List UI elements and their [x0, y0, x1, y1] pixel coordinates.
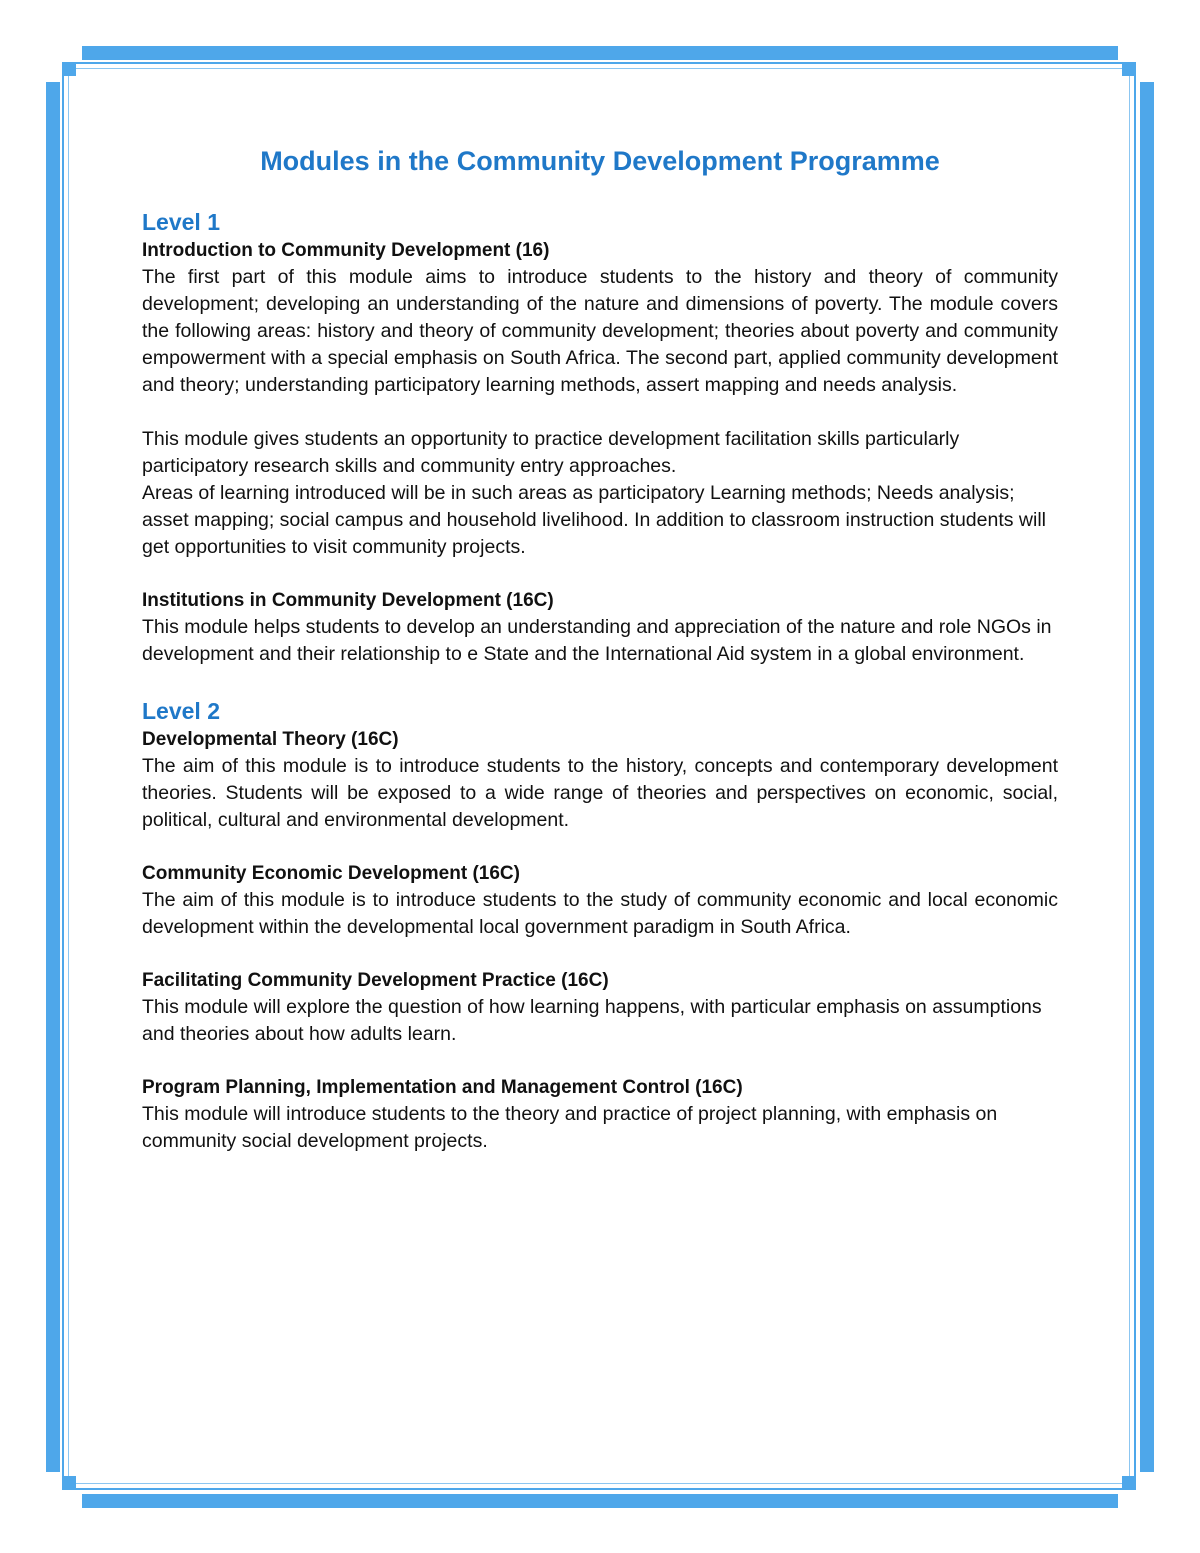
module-description: The aim of this module is to introduce students to the study of community economic and local economic development within the developmental local government paradigm in South Africa.	[142, 889, 1058, 938]
module-title: Introduction to Community Development (16)	[142, 240, 550, 261]
border-left-bar	[46, 82, 60, 1472]
module-title: Community Economic Development (16C)	[142, 863, 520, 884]
module-description: This module will introduce students to the theory and practice of project planning, with emphasis on community social development projects.	[142, 1103, 998, 1152]
module-developmental-theory	[142, 727, 1058, 834]
level-2-section	[142, 695, 1058, 1155]
border-corner-bottom-left	[62, 1476, 76, 1490]
page-title: Modules in the Community Development Programme	[260, 146, 940, 176]
level-heading: Level 2	[142, 698, 220, 724]
module-title: Developmental Theory (16C)	[142, 729, 399, 750]
module-description: Areas of learning introduced will be in such areas as participatory Learning methods; Needs analysis; asset mapping; social campus and household livelihood. In addition to classroom instruction students will get opportunities to visit community projects.	[142, 482, 1046, 558]
module-community-economic-development	[142, 861, 1058, 941]
border-bottom-bar	[82, 1494, 1118, 1508]
document-body	[142, 140, 1058, 1182]
module-description: The first part of this module aims to introduce students to the history and theory of community development; developing an understanding of the nature and dimensions of poverty. The module covers the following areas: history and theory of community development; theories about poverty and community empowerment with a special emphasis on South Africa. The second part, applied community development and theory; understanding participatory learning methods, assert mapping and needs analysis.	[142, 266, 1058, 396]
module-facilitating-community-development-practice	[142, 968, 1058, 1048]
module-introduction-to-community-development	[142, 238, 1058, 561]
module-program-planning-implementation	[142, 1075, 1058, 1155]
border-corner-bottom-right	[1122, 1476, 1136, 1490]
border-right-bar	[1140, 82, 1154, 1472]
module-description: This module gives students an opportunity to practice development facilitation skills particularly participatory research skills and community entry approaches.	[142, 428, 960, 477]
level-1-section	[142, 206, 1058, 668]
border-corner-top-left	[62, 62, 76, 76]
module-description: This module will explore the question of how learning happens, with particular emphasis on assumptions and theories about how adults learn.	[142, 996, 1042, 1045]
module-title: Facilitating Community Development Practice (16C)	[142, 970, 609, 991]
module-description: The aim of this module is to introduce students to the history, concepts and contemporary development theories. Students will be exposed to a wide range of theories and perspectives on economic, social, political, cultural and environmental development.	[142, 755, 1058, 831]
border-corner-top-right	[1122, 62, 1136, 76]
module-title: Program Planning, Implementation and Management Control (16C)	[142, 1077, 743, 1098]
border-top-bar	[82, 46, 1118, 60]
module-title: Institutions in Community Development (16C)	[142, 590, 554, 611]
module-description: This module helps students to develop an understanding and appreciation of the nature and role NGOs in development and their relationship to e State and the International Aid system in a global environment.	[142, 616, 1052, 665]
module-institutions-in-community-development	[142, 588, 1058, 668]
level-heading: Level 1	[142, 209, 220, 235]
